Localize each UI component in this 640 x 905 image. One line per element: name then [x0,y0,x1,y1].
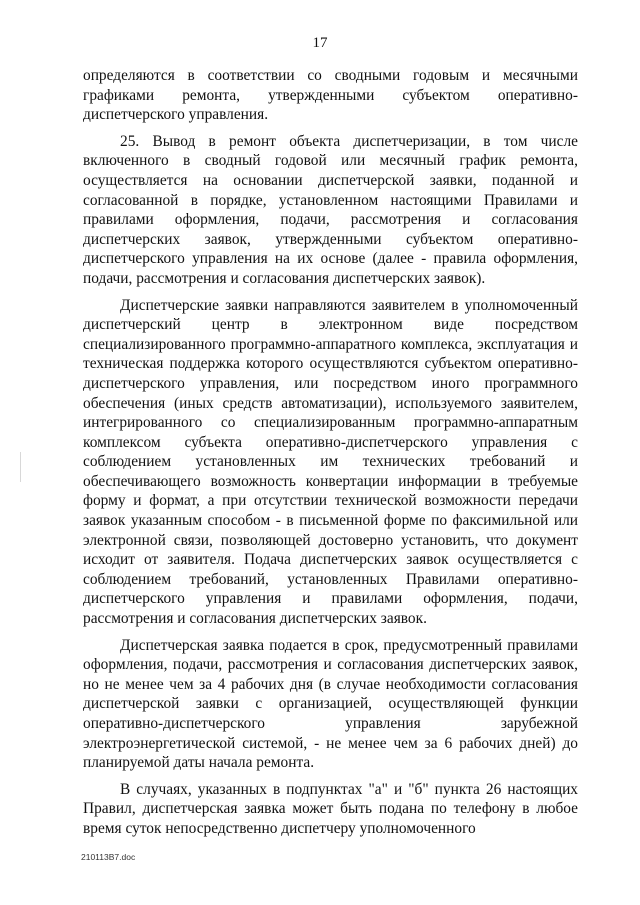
document-body [83,66,578,839]
footer-file-name: 210113В7.doc [81,852,136,862]
paragraph-continuation: определяются в соответствии со сводными годовым и месячными графиками ремонта, утвержденными субъектом оперативно-диспетчерского управления. [83,67,578,124]
paragraph-phone-submission: В случаях, указанных в подпунктах "а" и "б" пункта 26 настоящих Правил, диспетчерская заявка может быть подана по телефону в любое время суток непосредственно диспетчеру уполномоченного [83,780,578,837]
paragraph-submission-methods: Диспетчерские заявки направляются заявителем в уполномоченный диспетчерский центр в электронном виде посредством специализированного программно-аппаратного комплекса, эксплуатация и техническая поддержка которого осуществляются субъектом оперативно-диспетчерского управления, или посредством иного программного обеспечения (иных средств автоматизации), используемого заявителем, интегрированного со специализированным программно-аппаратным комплексом субъекта оперативно-диспетчерского управления с соблюдением установленных им технических требований и обеспечивающего возможность конвертации информации в требуемые форму и формат, а при отсутствии технической возможности передачи заявок указанным способом - в письменной форме по факсимильной или электронной связи, позволяющей достоверно установить, что документ исходит от заявителя. Подача диспетчерских заявок осуществляется с соблюдением требований, установленных Правилами оперативно-диспетчерского управления и правилами оформления, подачи, рассмотрения и согласования диспетчерских заявок. [83,296,578,628]
left-margin-mark [20,452,21,482]
paragraph-submission-deadline: Диспетчерская заявка подается в срок, предусмотренный правилами оформления, подачи, рассмотрения и согласования диспетчерских заявок, но не менее чем за 4 рабочих дня (в случае необходимости согласования диспетчерской заявки с организацией, осуществляющей функции оперативно-диспетчерского управления зарубежной электроэнергетической системой, - не менее чем за 6 рабочих дней) до планируемой даты начала ремонта. [83,636,578,772]
paragraph-item-25: 25. Вывод в ремонт объекта диспетчеризации, в том числе включенного в сводный годовой или месячный график ремонта, осуществляется на основании диспетчерской заявки, поданной и согласованной в порядке, установленном настоящими Правилами и правилами оформления, подачи, рассмотрения и согласования диспетчерских заявок, утвержденными субъектом оперативно-диспетчерского управления на их основе (далее - правила оформления, подачи, рассмотрения и согласования диспетчерских заявок). [83,132,578,287]
page-number: 17 [312,35,328,51]
